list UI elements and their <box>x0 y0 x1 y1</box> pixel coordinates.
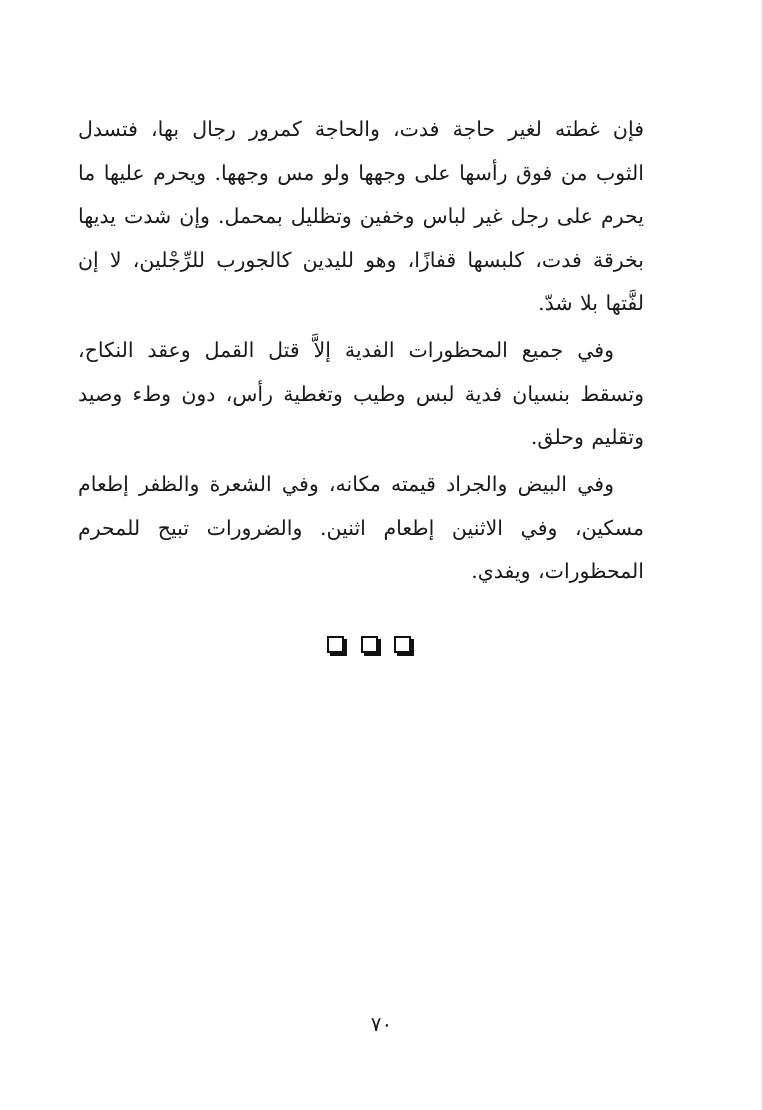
box-ornament-icon <box>327 636 344 653</box>
paragraph-2: وفي جميع المحظورات الفدية إلاَّ قتل القمل وعقد النكاح، وتسقط بنسيان فدية لبس وطيب وتغطية رأس، دون وطء وصيد وتقليم وحلق. <box>78 338 644 449</box>
section-divider <box>327 636 411 658</box>
paragraph-3: وفي البيض والجراد قيمته مكانه، وفي الشعرة والظفر إطعام مسكين، وفي الاثنين إطعام اثنين. والضرورات تبيح للمحرم المحظورات، ويفدي. <box>78 472 644 583</box>
paragraph-2-block <box>78 329 644 460</box>
box-ornament-icon <box>361 636 378 653</box>
paragraph-1-block <box>78 108 644 326</box>
paragraph-1: فإن غطته لغير حاجة فدت، والحاجة كمرور رجال بها، فتسدل الثوب من فوق رأسها على وجهها ولو مس وجهها. ويحرم عليها ما يحرم على رجل غير لباس وخفين وتظليل بمحمل. وإن شدت يديها بخرقة فدت، كلبسها قفازًا، وهو لليدين كالجورب للرِّجْلين، لا إن لفَّتها بلا شدّ. <box>78 117 644 315</box>
page-number: ٧٠ <box>370 1012 393 1036</box>
box-ornament-icon <box>394 636 411 653</box>
paragraph-3-block <box>78 463 644 594</box>
